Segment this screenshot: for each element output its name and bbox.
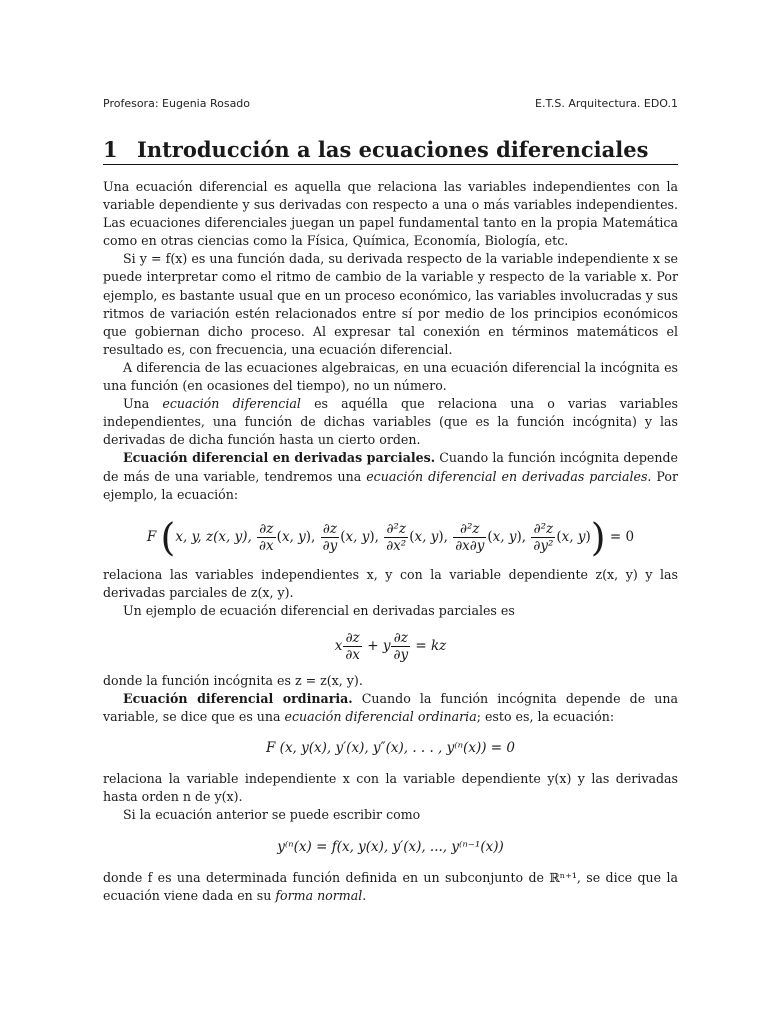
ode-text: Cuando la función incógnita depende de una variable, se dice que es una	[103, 691, 678, 725]
eq1-left-paren: (	[160, 515, 176, 560]
eq1-frac-d2zdx2: $\frac{\text{∂²z}}{\text{∂x²}}$	[386, 520, 407, 554]
equation-pde-general: F (x, y, z(x, y), $\frac{\partial z}{\partial x}$ (x, y), $\frac{\partial z}{\partial y}$ (x, y), $\frac{\text{∂²z}}{\text{∂x²}}$ (x, y), $\frac{\text{∂²z}}{\partial x\partial y}$ (x, y), $\frac{\text{∂²z}}{\text{∂y²}}$ (x, y)) = 0	[146, 515, 635, 560]
normal-form-text: donde f es una determinada función definida en un subconjunto de ℝⁿ⁺¹, se dice que la ecuación viene dada en su	[103, 869, 678, 903]
ode-tail: ; esto es, la ecuación:	[476, 709, 615, 725]
equation-pde-example: x $\frac{\partial z}{\partial x}$ + y $\frac{\partial z}{\partial y}$ = kz	[334, 629, 447, 663]
paragraph-pde-explanation: relaciona las variables independientes x, y con la variable dependiente z(x, y) y las derivadas parciales de z(x, y).	[103, 566, 678, 600]
equation-normal-form: y⁽ⁿ(x) = f(x, y(x), y′(x), ..., y⁽ⁿ⁻¹(x))	[277, 838, 504, 855]
paragraph-intro: Una ecuación diferencial es aquella que relaciona las variables independientes con la variable dependiente y sus derivadas con respecto a una o más variables independientes. Las ecuaciones diferenciales juegan un papel fundamental tanto en la propia Matemática como en otras ciencias como la Física, Química, Economía, Biología, etc.	[103, 179, 678, 249]
section-title-text: Introducción a las ecuaciones diferenciales	[137, 137, 649, 162]
definition-lead: Una	[123, 396, 163, 412]
ode-heading: Ecuación diferencial ordinaria.	[123, 691, 353, 707]
paragraph-ode	[103, 690, 678, 726]
paragraph-derivative: Si y = f(x) es una función dada, su derivada respecto de la variable independiente x se puede interpretar como el ritmo de cambio de la variable y respecto de la variable x. Por ejemplo, es bastante usual que en un proceso económico, las variables involucradas y sus ritmos de variación estén relacionados entre sí por medio de los principios económicos que gobiernan dicho proceso. Al expresar tal conexión en términos matemáticos el resultado es, con frecuencia, una ecuación diferencial.	[103, 251, 678, 357]
equation-ode-general: F (x, y(x), y′(x), y″(x), . . . , y⁽ⁿ(x)) = 0	[266, 740, 515, 757]
definition-term: ecuación diferencial	[162, 396, 301, 412]
section-heading	[103, 137, 678, 165]
pde-term: ecuación diferencial en derivadas parciales.	[366, 468, 652, 484]
paragraph-pde	[103, 449, 678, 503]
eq2-frac-dzdx: $\frac{\partial z}{\partial x}$	[345, 629, 360, 663]
eq1-frac-d2zdxdy: $\frac{\text{∂²z}}{\partial x\partial y}$	[455, 520, 485, 554]
ode-term: ecuación diferencial ordinaria	[284, 709, 477, 725]
eq1-right-paren: )	[590, 515, 606, 560]
paragraph-normal-intro: Si la ecuación anterior se puede escribir como	[123, 807, 421, 823]
eq2-rhs: = kz	[415, 637, 447, 654]
eq1-frac-d2zdy2: $\frac{\text{∂²z}}{\text{∂y²}}$	[533, 520, 554, 554]
paragraph-ode-explanation: relaciona la variable independiente x con la variable dependiente y(x) y las derivadas hasta orden n de y(x).	[103, 771, 678, 805]
running-header	[103, 97, 678, 110]
paragraph-pde-example: Un ejemplo de ecuación diferencial en derivadas parciales es	[123, 602, 515, 618]
paragraph-unknown: donde la función incógnita es z = z(x, y).	[103, 672, 363, 688]
document-page	[103, 0, 678, 1024]
section-number: 1	[103, 137, 118, 162]
eq1-frac-dzdx: $\frac{\partial z}{\partial x}$	[259, 520, 274, 554]
paragraph-normal-form	[103, 869, 678, 905]
pde-tail: Por ejemplo, la ecuación:	[103, 468, 678, 502]
eq1-rhs: = 0	[609, 528, 635, 545]
pde-heading: Ecuación diferencial en derivadas parciales.	[123, 450, 436, 466]
body-text	[103, 178, 678, 905]
normal-form-term: forma normal.	[275, 887, 367, 903]
eq1-function: F	[146, 528, 157, 545]
pde-text: Cuando la función incógnita depende de más de una variable, tendremos una	[103, 450, 679, 484]
eq1-args: x, y, z(x, y),	[175, 528, 252, 545]
header-author: Profesora: Eugenia Rosado	[103, 97, 251, 110]
paragraph-algebraic: A diferencia de las ecuaciones algebraicas, en una ecuación diferencial la incógnita es una función (en ocasiones del tiempo), no un número.	[103, 359, 678, 394]
eq2-frac-dzdy: $\frac{\partial z}{\partial y}$	[393, 629, 409, 663]
header-course: E.T.S. Arquitectura. EDO.1	[535, 97, 678, 110]
definition-text: es aquélla que relaciona una o varias variables independientes, una función de dichas variables (que es la función incógnita) y las derivadas de dicha función hasta un cierto orden.	[103, 396, 678, 448]
eq1-frac-dzdy: $\frac{\partial z}{\partial y}$	[322, 520, 338, 554]
paragraph-definition	[103, 395, 678, 449]
